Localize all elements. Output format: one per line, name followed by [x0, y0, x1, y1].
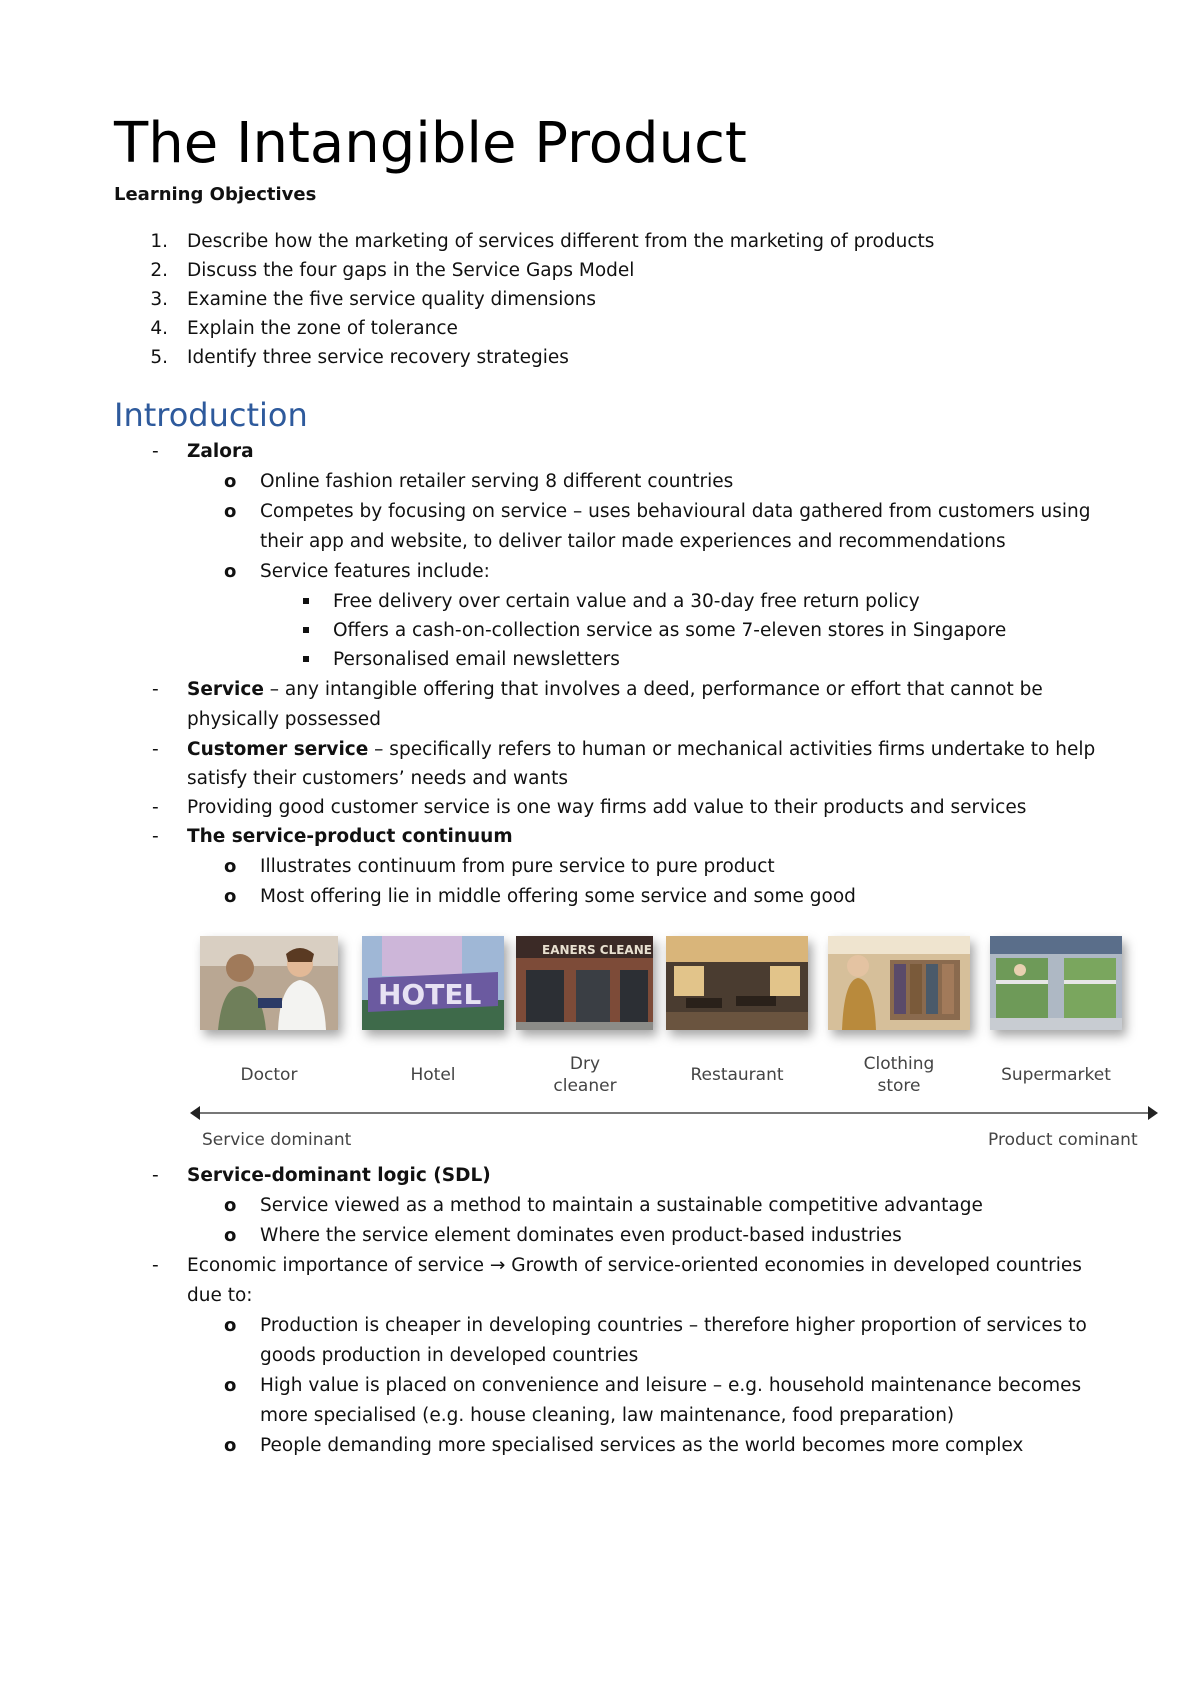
spectrum-label-dry-cleaner: Dry cleaner	[553, 1054, 617, 1096]
list-item: Online fashion retailer serving 8 different countries	[260, 471, 734, 492]
circle-bullet: o	[224, 501, 237, 522]
circle-bullet: o	[224, 561, 237, 582]
dash-bullet: -	[152, 739, 159, 760]
list-item: Describe how the marketing of services different from the marketing of products	[187, 231, 935, 252]
list-number: 1.	[150, 231, 168, 252]
list-item: Production is cheaper in developing countries – therefore higher proportion of services to	[260, 1315, 1087, 1336]
list-number: 5.	[150, 347, 168, 368]
circle-bullet: o	[224, 1195, 237, 1216]
economic-importance: Economic importance of service → Growth of service-oriented economies in developed countries	[187, 1255, 1082, 1276]
circle-bullet: o	[224, 1225, 237, 1246]
introduction-heading: Introduction	[114, 396, 308, 434]
list-item: Free delivery over certain value and a 30-day free return policy	[333, 591, 920, 612]
list-item: Competes by focusing on service – uses behavioural data gathered from customers using	[260, 501, 1091, 522]
list-item: Illustrates continuum from pure service to pure product	[260, 856, 775, 877]
service-definition: Service – any intangible offering that involves a deed, performance or effort that cannot be	[187, 679, 1043, 700]
list-item: Providing good customer service is one way firms add value to their products and services	[187, 797, 1027, 818]
arrow-right-icon	[1148, 1106, 1158, 1120]
dry-cleaner-photo	[516, 936, 653, 1030]
dash-bullet: -	[152, 1165, 159, 1186]
dash-bullet: -	[152, 797, 159, 818]
spectrum-label-doctor: Doctor	[240, 1065, 298, 1085]
list-number: 4.	[150, 318, 168, 339]
list-item: Explain the zone of tolerance	[187, 318, 458, 339]
circle-bullet: o	[224, 1435, 237, 1456]
continuum-term: The service-product continuum	[187, 826, 513, 847]
list-item-continued: goods production in developed countries	[260, 1345, 639, 1366]
customer-service-definition: Customer service – specifically refers to human or mechanical activities firms undertake to help	[187, 739, 1096, 760]
dash-bullet: -	[152, 1255, 159, 1276]
dash-bullet: -	[152, 441, 159, 462]
service-dominant-label: Service dominant	[202, 1130, 352, 1150]
service-definition-continued: physically possessed	[187, 709, 381, 730]
spectrum-axis-line	[200, 1112, 1148, 1114]
doctor-photo	[200, 936, 338, 1030]
list-item: Examine the five service quality dimensions	[187, 289, 597, 310]
svg-text:EANERS CLEANE: EANERS CLEANE	[542, 943, 652, 957]
circle-bullet: o	[224, 856, 237, 877]
circle-bullet: o	[224, 1375, 237, 1396]
supermarket-photo	[990, 936, 1122, 1030]
circle-bullet: o	[224, 886, 237, 907]
product-dominant-label: Product cominant	[988, 1130, 1138, 1150]
dash-bullet: -	[152, 679, 159, 700]
square-bullet	[303, 656, 309, 662]
customer-service-definition-continued: satisfy their customers’ needs and wants	[187, 768, 569, 789]
list-item: Offers a cash-on-collection service as some 7-eleven stores in Singapore	[333, 620, 1007, 641]
spectrum-label-restaurant: Restaurant	[690, 1065, 784, 1085]
list-item: High value is placed on convenience and leisure – e.g. household maintenance becomes	[260, 1375, 1082, 1396]
spectrum-label-hotel: Hotel	[410, 1065, 456, 1085]
sdl-term: Service-dominant logic (SDL)	[187, 1165, 491, 1186]
list-item: Identify three service recovery strategies	[187, 347, 569, 368]
list-item: People demanding more specialised services as the world becomes more complex	[260, 1435, 1024, 1456]
circle-bullet: o	[224, 1315, 237, 1336]
restaurant-photo	[666, 936, 808, 1030]
arrow-left-icon	[190, 1106, 200, 1120]
spectrum-label-supermarket: Supermarket	[1001, 1065, 1111, 1085]
list-item: Service viewed as a method to maintain a sustainable competitive advantage	[260, 1195, 983, 1216]
svg-text:HOTEL: HOTEL	[378, 978, 482, 1011]
list-number: 2.	[150, 260, 168, 281]
circle-bullet: o	[224, 471, 237, 492]
service-product-spectrum	[190, 936, 1160, 1156]
list-item: Personalised email newsletters	[333, 649, 620, 670]
list-item-continued: their app and website, to deliver tailor made experiences and recommendations	[260, 531, 1006, 552]
dash-bullet: -	[152, 826, 159, 847]
list-number: 3.	[150, 289, 168, 310]
list-item: Where the service element dominates even product-based industries	[260, 1225, 902, 1246]
square-bullet	[303, 627, 309, 633]
square-bullet	[303, 598, 309, 604]
zalora-term: Zalora	[187, 441, 254, 462]
list-item: Service features include:	[260, 561, 490, 582]
list-item-continued: more specialised (e.g. house cleaning, law maintenance, food preparation)	[260, 1405, 955, 1426]
clothing-store-photo	[828, 936, 970, 1030]
economic-importance-continued: due to:	[187, 1285, 253, 1306]
page-title: The Intangible Product	[114, 111, 747, 176]
learning-objectives-heading: Learning Objectives	[114, 184, 317, 205]
list-item: Most offering lie in middle offering some service and some good	[260, 886, 856, 907]
spectrum-label-clothing-store: Clothing store	[863, 1054, 935, 1096]
hotel-photo	[362, 936, 504, 1030]
list-item: Discuss the four gaps in the Service Gaps Model	[187, 260, 635, 281]
